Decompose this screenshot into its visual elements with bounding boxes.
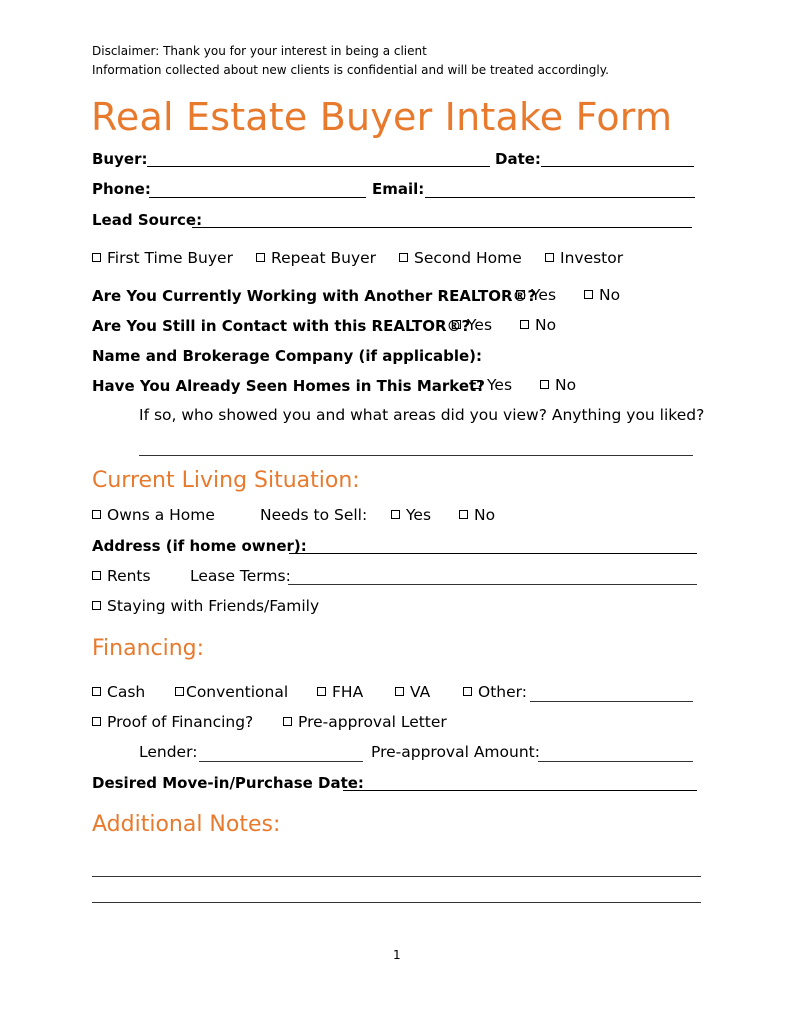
page-number: 1 xyxy=(393,948,401,962)
lease-terms-input-line[interactable] xyxy=(288,584,697,585)
move-in-date-label: Desired Move-in/Purchase Date: xyxy=(92,774,364,792)
disclaimer-line-1: Disclaimer: Thank you for your interest in being a client xyxy=(92,44,427,58)
checkbox-icon xyxy=(395,687,404,696)
contact-realtor-question: Are You Still in Contact with this REALTOR®? xyxy=(92,317,471,335)
email-input-line[interactable] xyxy=(425,197,695,198)
date-input-line[interactable] xyxy=(541,166,694,167)
checkbox-icon xyxy=(459,510,468,519)
checkbox-rents[interactable]: Rents xyxy=(92,567,151,585)
checkbox-icon xyxy=(92,253,101,262)
seen-homes-no[interactable]: No xyxy=(540,376,576,394)
checkbox-staying-friends[interactable]: Staying with Friends/Family xyxy=(92,597,319,615)
move-in-date-input-line[interactable] xyxy=(343,790,697,791)
checkbox-va[interactable]: VA xyxy=(395,683,430,701)
checkbox-icon xyxy=(283,717,292,726)
seen-homes-followup: If so, who showed you and what areas did you view? Anything you liked? xyxy=(139,406,705,424)
notes-line-2[interactable] xyxy=(92,902,701,903)
phone-input-line[interactable] xyxy=(149,197,366,198)
checkbox-proof-of-financing[interactable]: Proof of Financing? xyxy=(92,713,253,731)
checkbox-icon xyxy=(452,320,461,329)
form-title: Real Estate Buyer Intake Form xyxy=(91,95,673,139)
date-label: Date: xyxy=(495,150,541,168)
checkbox-fha[interactable]: FHA xyxy=(317,683,363,701)
contact-realtor-yes[interactable]: Yes xyxy=(452,316,492,334)
checkbox-icon xyxy=(92,601,101,610)
address-label: Address (if home owner): xyxy=(92,537,307,555)
contact-realtor-no[interactable]: No xyxy=(520,316,556,334)
lender-label: Lender: xyxy=(139,743,198,761)
notes-line-1[interactable] xyxy=(92,876,701,877)
brokerage-label: Name and Brokerage Company (if applicable): xyxy=(92,347,483,365)
checkbox-icon xyxy=(391,510,400,519)
checkbox-conventional[interactable]: Conventional xyxy=(175,683,288,701)
other-financing-input-line[interactable] xyxy=(530,701,693,702)
checkbox-owns-home[interactable]: Owns a Home xyxy=(92,506,215,524)
working-realtor-yes[interactable]: Yes xyxy=(516,286,556,304)
checkbox-icon xyxy=(540,380,549,389)
buyer-input-line[interactable] xyxy=(147,166,490,167)
seen-homes-yes[interactable]: Yes xyxy=(472,376,512,394)
checkbox-icon xyxy=(463,687,472,696)
checkbox-icon xyxy=(256,253,265,262)
checkbox-icon xyxy=(472,380,481,389)
notes-section-heading: Additional Notes: xyxy=(92,812,281,837)
email-label: Email: xyxy=(372,180,425,198)
disclaimer-line-2: Information collected about new clients is confidential and will be treated accordingly. xyxy=(92,63,609,77)
checkbox-icon xyxy=(584,290,593,299)
checkbox-icon xyxy=(92,687,101,696)
checkbox-icon xyxy=(516,290,525,299)
seen-homes-answer-line[interactable] xyxy=(139,455,693,456)
phone-label: Phone: xyxy=(92,180,151,198)
seen-homes-question: Have You Already Seen Homes in This Market? xyxy=(92,377,485,395)
working-realtor-no[interactable]: No xyxy=(584,286,620,304)
lender-input-line[interactable] xyxy=(199,761,363,762)
preapproval-amount-input-line[interactable] xyxy=(538,761,693,762)
checkbox-other[interactable]: Other: xyxy=(463,683,527,701)
checkbox-investor[interactable]: Investor xyxy=(545,249,623,267)
preapproval-amount-label: Pre-approval Amount: xyxy=(371,743,540,761)
lead-source-label: Lead Source: xyxy=(92,211,203,229)
checkbox-icon xyxy=(92,510,101,519)
checkbox-icon xyxy=(399,253,408,262)
checkbox-first-time-buyer[interactable]: First Time Buyer xyxy=(92,249,233,267)
checkbox-cash[interactable]: Cash xyxy=(92,683,145,701)
checkbox-preapproval-letter[interactable]: Pre-approval Letter xyxy=(283,713,447,731)
address-input-line[interactable] xyxy=(289,553,697,554)
checkbox-icon xyxy=(92,571,101,580)
lease-terms-label: Lease Terms: xyxy=(190,567,291,585)
needs-to-sell-label: Needs to Sell: xyxy=(260,506,368,524)
checkbox-icon xyxy=(92,717,101,726)
working-realtor-question: Are You Currently Working with Another REALTOR®? xyxy=(92,287,537,305)
checkbox-icon xyxy=(317,687,326,696)
checkbox-second-home[interactable]: Second Home xyxy=(399,249,522,267)
needs-to-sell-yes[interactable]: Yes xyxy=(391,506,431,524)
living-section-heading: Current Living Situation: xyxy=(92,468,360,493)
financing-section-heading: Financing: xyxy=(92,636,205,661)
checkbox-icon xyxy=(175,687,184,696)
buyer-label: Buyer: xyxy=(92,150,148,168)
checkbox-icon xyxy=(545,253,554,262)
needs-to-sell-no[interactable]: No xyxy=(459,506,495,524)
checkbox-repeat-buyer[interactable]: Repeat Buyer xyxy=(256,249,376,267)
lead-source-input-line[interactable] xyxy=(192,227,692,228)
checkbox-icon xyxy=(520,320,529,329)
